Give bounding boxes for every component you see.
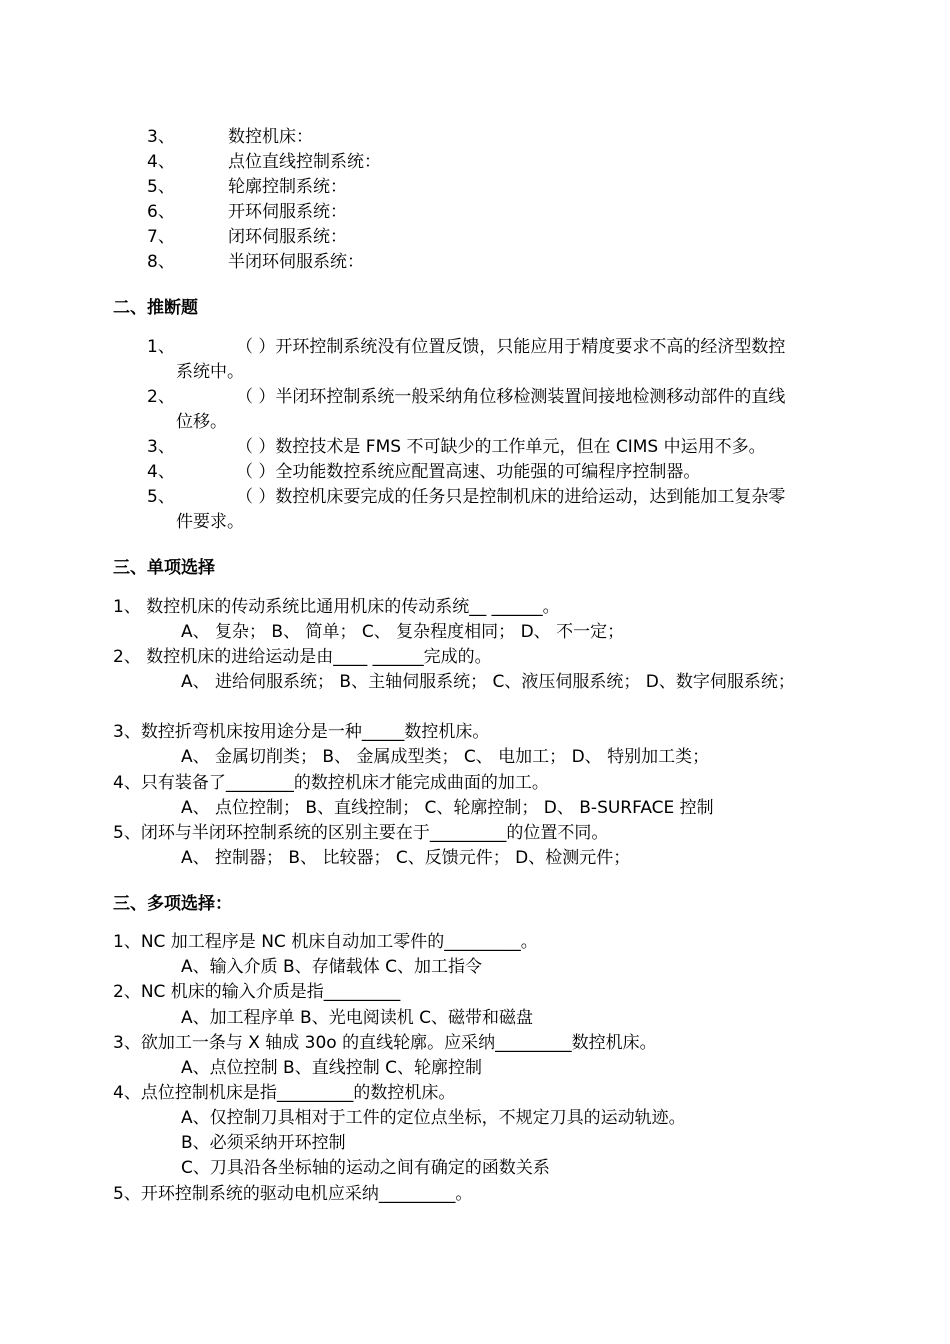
choice-options: A、点位控制 B、直线控制 C、轮廓控制 [181, 1058, 482, 1078]
choice-options: A、加工程序单 B、光电阅读机 C、磁带和磁盘 [181, 1008, 533, 1028]
definition-text: 点位直线控制系统： [228, 152, 381, 172]
choice-options: A、 进给伺服系统； B、主轴伺服系统； C、液压伺服系统； D、数字伺服系统； [181, 672, 795, 692]
question-text: （ ）半闭环控制系统一般采纳角位移检测装置间接地检测移动部件的直线 [236, 387, 786, 407]
question-text: （ ）数控技术是 FMS 不可缺少的工作单元，但在 CIMS 中运用不多。 [236, 437, 766, 457]
section-heading: 二、推断题 [113, 298, 198, 318]
question-text: （ ）数控机床要完成的任务只是控制机床的进给运动，达到能加工复杂零 [236, 487, 786, 507]
definition-text: 轮廓控制系统： [228, 177, 347, 197]
question-text: （ ）全功能数控系统应配置高速、功能强的可编程序控制器。 [236, 462, 701, 482]
choice-option: C、刀具沿各坐标轴的运动之间有确定的函数关系 [181, 1158, 550, 1178]
question-text: 2、NC 机床的输入介质是指_________ [113, 982, 401, 1002]
question-text: 4、点位控制机床是指_________的数控机床。 [113, 1083, 456, 1103]
definition-number: 8、 [147, 252, 175, 272]
question-number: 1、 [147, 337, 175, 357]
question-number: 5、 [147, 487, 175, 507]
definition-text: 半闭环伺服系统： [228, 252, 364, 272]
choice-options: A、输入介质 B、存储载体 C、加工指令 [181, 957, 482, 977]
definition-number: 7、 [147, 227, 175, 247]
question-text: 3、数控折弯机床按用途分是一种_____数控机床。 [113, 722, 490, 742]
question-text-continued: 系统中。 [176, 362, 244, 382]
choice-options: A、 复杂； B、 简单； C、 复杂程度相同； D、 不一定； [181, 622, 625, 642]
definition-text: 开环伺服系统： [228, 202, 347, 222]
question-text: 1、NC 加工程序是 NC 机床自动加工零件的_________。 [113, 932, 538, 952]
definition-text: 数控机床： [228, 127, 313, 147]
question-text: （ ）开环控制系统没有位置反馈，只能应用于精度要求不高的经济型数控 [236, 337, 786, 357]
question-text: 2、 数控机床的进给运动是由____ ______完成的。 [113, 647, 492, 667]
choice-options: A、 金属切削类； B、 金属成型类； C、 电加工； D、 特别加工类； [181, 747, 710, 767]
definition-number: 6、 [147, 202, 175, 222]
choice-option: A、仅控制刀具相对于工件的定位点坐标，不规定刀具的运动轨迹。 [181, 1108, 686, 1128]
choice-options: A、 控制器； B、 比较器； C、反馈元件； D、检测元件； [181, 848, 631, 868]
definition-text: 闭环伺服系统： [228, 227, 347, 247]
question-number: 3、 [147, 437, 175, 457]
question-text: 5、开环控制系统的驱动电机应采纳_________。 [113, 1184, 473, 1204]
question-text: 4、只有装备了________的数控机床才能完成曲面的加工。 [113, 773, 549, 793]
definition-number: 3、 [147, 127, 175, 147]
question-text: 5、闭环与半闭环控制系统的区别主要在于_________的位置不同。 [113, 823, 609, 843]
choice-option: B、必须采纳开环控制 [181, 1133, 346, 1153]
choice-options: A、 点位控制； B、直线控制； C、轮廓控制； D、 B-SURFACE 控制 [181, 798, 714, 818]
section-heading: 三、单项选择 [113, 558, 215, 578]
question-text: 3、欲加工一条与 X 轴成 30o 的直线轮廓。应采纳_________数控机床。 [113, 1033, 657, 1053]
question-text: 1、 数控机床的传动系统比通用机床的传动系统__ ______。 [113, 597, 560, 617]
question-number: 2、 [147, 387, 175, 407]
definition-number: 5、 [147, 177, 175, 197]
question-text-continued: 位移。 [176, 412, 227, 432]
section-heading: 三、多项选择： [113, 894, 232, 914]
question-text-continued: 件要求。 [176, 512, 244, 532]
definition-number: 4、 [147, 152, 175, 172]
question-number: 4、 [147, 462, 175, 482]
